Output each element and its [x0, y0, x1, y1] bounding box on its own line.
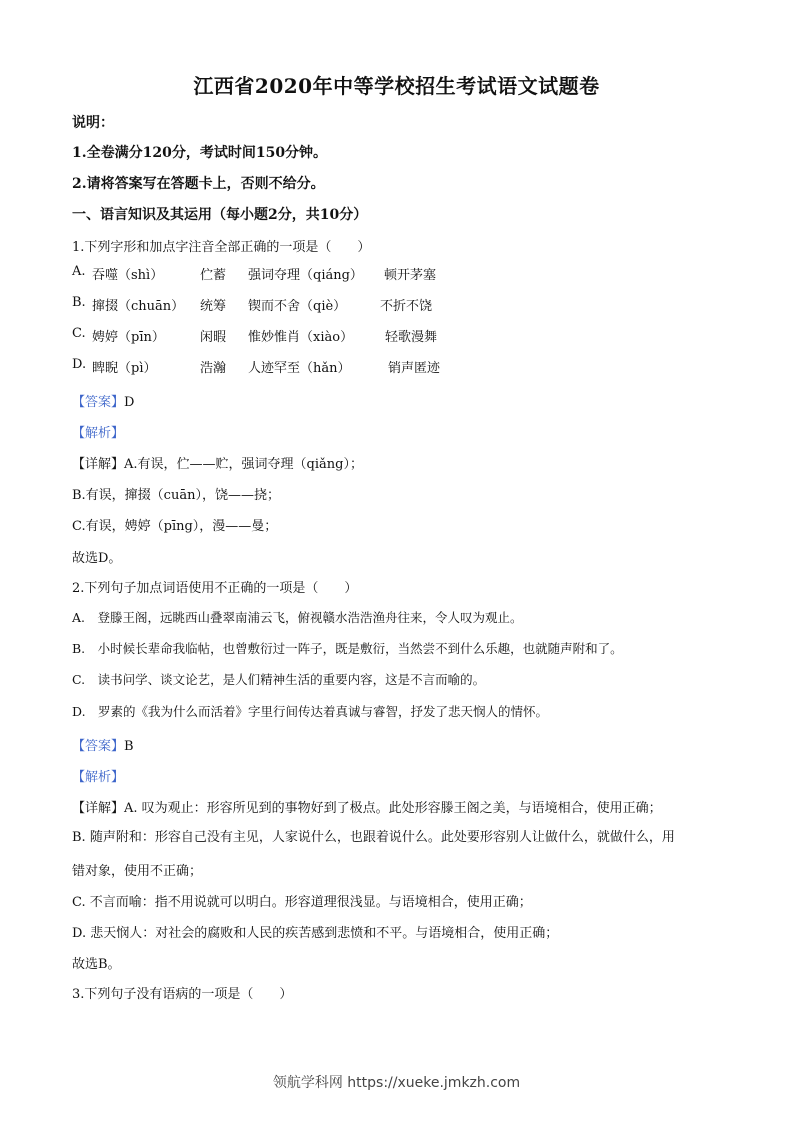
- q2-detail-line: 错对象，使用不正确；: [72, 864, 203, 879]
- option-letter: C.: [72, 326, 86, 341]
- option-item: 闲暇: [200, 330, 227, 345]
- option-item: 锲而不舍（qiè）: [248, 299, 347, 314]
- option-item: 撺掇（chuān）: [92, 299, 185, 314]
- q1-answer: [72, 391, 134, 410]
- detail-tag: 【详解】: [72, 801, 125, 816]
- option-item: 伫蓄: [200, 268, 227, 283]
- q1-detail-line: 【详解】A.有误，伫——贮，强词夺理（qiǎng）；: [72, 457, 363, 472]
- q2-answer: [72, 735, 134, 754]
- q1-analysis-tag: 【解析】: [72, 426, 125, 441]
- q1-stem: 1.下列字形和加点字注音全部正确的一项是（ ）: [72, 240, 371, 255]
- answer-value: B: [124, 739, 134, 754]
- q2-detail-line: 【详解】A. 叹为观止：形容所见到的事物好到了极点。此处形容滕王阁之美，与语境相合，使用正确；: [72, 801, 662, 816]
- option-letter: D.: [72, 357, 87, 372]
- option-item: 人迹罕至（hǎn）: [248, 361, 351, 376]
- option-item: 睥睨（pì）: [92, 361, 157, 376]
- q1-detail-line: C.有误，娉婷（pīng），漫——曼；: [72, 519, 278, 534]
- q2-conclusion: 故选B。: [72, 957, 121, 972]
- q2-option-a: A. 登滕王阁，远眺西山叠翠南浦云飞，俯视赣水浩浩渔舟往来，令人叹为观止。: [72, 610, 523, 625]
- option-item: 轻歌漫舞: [385, 330, 438, 345]
- q2-option-b: B. 小时候长辈命我临帖，也曾敷衍过一阵子，既是敷衍，当然尝不到什么乐趣，也就随声附和了。: [72, 641, 623, 656]
- option-item: 销声匿迹: [388, 361, 441, 376]
- q2-detail-line: C. 不言而喻：指不用说就可以明白。形容道理很浅显。与语境相合，使用正确；: [72, 895, 532, 910]
- page-title: 江西省2020年中等学校招生考试语文试题卷: [193, 74, 600, 98]
- q2-detail-line: D. 悲天悯人：对社会的腐败和人民的疾苦感到悲愤和不平。与语境相合，使用正确；: [72, 926, 559, 941]
- answer-value: D: [124, 395, 135, 410]
- q2-detail-line: B. 随声附和：形容自己没有主见，人家说什么，也跟着说什么。此处要形容别人让做什么，就做什么，用: [72, 830, 675, 845]
- option-item: 不折不饶: [380, 299, 433, 314]
- q2-option-c: C. 读书问学、谈文论艺，是人们精神生活的重要内容，这是不言而喻的。: [72, 672, 486, 687]
- note-line-2: 2.请将答案写在答题卡上，否则不给分。: [72, 176, 325, 192]
- page-footer: 领航学科网 https://xueke.jmkzh.com: [272, 1075, 521, 1091]
- option-item: 浩瀚: [200, 361, 227, 376]
- option-item: 惟妙惟肖（xiào）: [248, 330, 354, 345]
- section-heading: 一、语言知识及其运用（每小题2分，共10分）: [72, 207, 368, 223]
- option-letter: A.: [72, 264, 86, 279]
- option-item: 统筹: [200, 299, 227, 314]
- option-item: 娉婷（pīn）: [92, 330, 165, 345]
- q2-option-d: D. 罗素的《我为什么而活着》字里行间传达着真诚与睿智，抒发了悲天悯人的情怀。: [72, 704, 549, 719]
- option-item: 顿开茅塞: [384, 268, 437, 283]
- q1-detail-line: B.有误，撺掇（cuān），饶——挠；: [72, 488, 280, 503]
- q2-stem: 2.下列句子加点词语使用不正确的一项是（ ）: [72, 581, 358, 596]
- answer-tag: 【答案】: [72, 739, 125, 754]
- note-line-1: 1.全卷满分120分，考试时间150分钟。: [72, 145, 328, 161]
- detail-tag: 【详解】: [72, 457, 125, 472]
- q2-analysis-tag: 【解析】: [72, 770, 125, 785]
- option-item: 强词夺理（qiáng）: [248, 268, 363, 283]
- option-letter: B.: [72, 295, 86, 310]
- notes-heading: 说明：: [72, 115, 114, 131]
- q3-stem: 3.下列句子没有语病的一项是（ ）: [72, 987, 293, 1002]
- q1-conclusion: 故选D。: [72, 551, 122, 566]
- option-item: 吞噬（shì）: [92, 268, 164, 283]
- answer-tag: 【答案】: [72, 395, 125, 410]
